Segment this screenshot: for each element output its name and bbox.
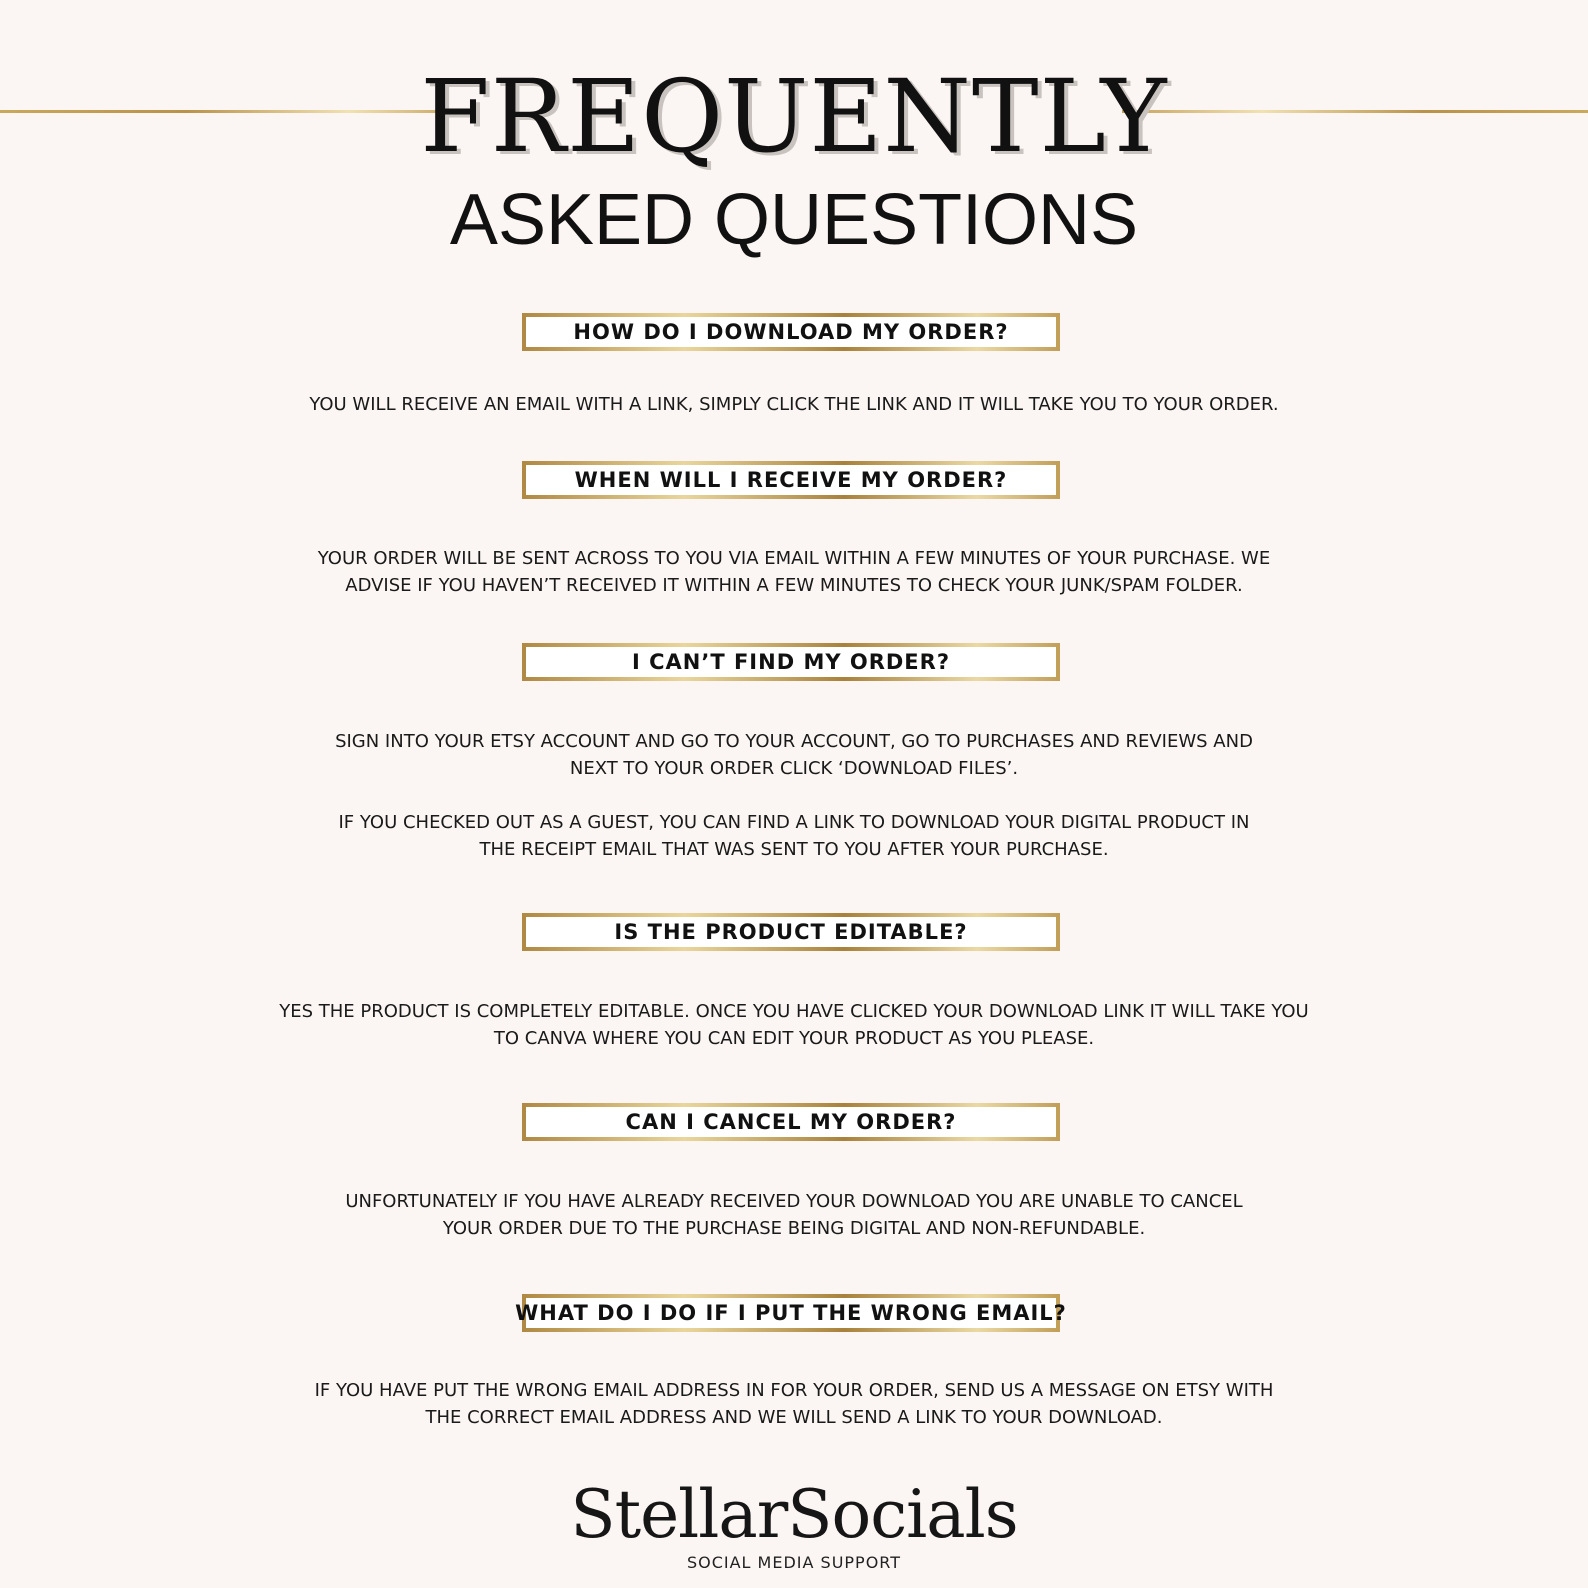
faq-question-find: I CAN’T FIND MY ORDER?	[522, 643, 1060, 681]
faq-answer-wrong-email	[194, 1377, 1394, 1431]
faq-question-editable: IS THE PRODUCT EDITABLE?	[522, 913, 1060, 951]
answer-line: THE RECEIPT EMAIL THAT WAS SENT TO YOU AFTER YOUR PURCHASE.	[479, 839, 1109, 860]
brand-logo: StellarSocials	[570, 1476, 1018, 1553]
answer-line: SIGN INTO YOUR ETSY ACCOUNT AND GO TO YOUR ACCOUNT, GO TO PURCHASES AND REVIEWS AND	[335, 731, 1253, 752]
faq-answer-find	[194, 728, 1394, 863]
brand-tagline: SOCIAL MEDIA SUPPORT	[686, 1553, 902, 1572]
page-title-line2: ASKED QUESTIONS	[449, 180, 1139, 260]
answer-line: THE CORRECT EMAIL ADDRESS AND WE WILL SEND A LINK TO YOUR DOWNLOAD.	[425, 1407, 1163, 1428]
answer-line: YES THE PRODUCT IS COMPLETELY EDITABLE. ONCE YOU HAVE CLICKED YOUR DOWNLOAD LINK IT WILL TAKE YOU	[279, 1001, 1309, 1022]
answer-line: IF YOU CHECKED OUT AS A GUEST, YOU CAN FIND A LINK TO DOWNLOAD YOUR DIGITAL PRODUCT IN	[338, 812, 1250, 833]
answer-line: YOUR ORDER DUE TO THE PURCHASE BEING DIGITAL AND NON-REFUNDABLE.	[442, 1218, 1146, 1239]
faq-question-receive: WHEN WILL I RECEIVE MY ORDER?	[522, 461, 1060, 499]
faq-answer-editable	[194, 998, 1394, 1052]
faq-question-wrong-email: WHAT DO I DO IF I PUT THE WRONG EMAIL?	[522, 1294, 1060, 1332]
answer-line: NEXT TO YOUR ORDER CLICK ‘DOWNLOAD FILES’.	[569, 758, 1019, 779]
faq-answer-download	[194, 391, 1394, 418]
answer-line: ADVISE IF YOU HAVEN’T RECEIVED IT WITHIN A FEW MINUTES TO CHECK YOUR JUNK/SPAM FOLDER.	[345, 575, 1243, 596]
faq-answer-cancel	[194, 1188, 1394, 1242]
page-title-line1: FREQUENTLY	[420, 58, 1168, 175]
answer-line: UNFORTUNATELY IF YOU HAVE ALREADY RECEIVED YOUR DOWNLOAD YOU ARE UNABLE TO CANCEL	[345, 1191, 1243, 1212]
answer-line: TO CANVA WHERE YOU CAN EDIT YOUR PRODUCT AS YOU PLEASE.	[493, 1028, 1095, 1049]
answer-line: YOU WILL RECEIVE AN EMAIL WITH A LINK, SIMPLY CLICK THE LINK AND IT WILL TAKE YOU TO YOUR ORDER.	[309, 394, 1279, 415]
answer-line	[194, 782, 1394, 809]
faq-question-cancel: CAN I CANCEL MY ORDER?	[522, 1103, 1060, 1141]
answer-line: YOUR ORDER WILL BE SENT ACROSS TO YOU VIA EMAIL WITHIN A FEW MINUTES OF YOUR PURCHASE. WE	[317, 548, 1271, 569]
faq-answer-receive	[194, 545, 1394, 599]
answer-line: IF YOU HAVE PUT THE WRONG EMAIL ADDRESS IN FOR YOUR ORDER, SEND US A MESSAGE ON ETSY WITH	[314, 1380, 1274, 1401]
faq-question-download: HOW DO I DOWNLOAD MY ORDER?	[522, 313, 1060, 351]
